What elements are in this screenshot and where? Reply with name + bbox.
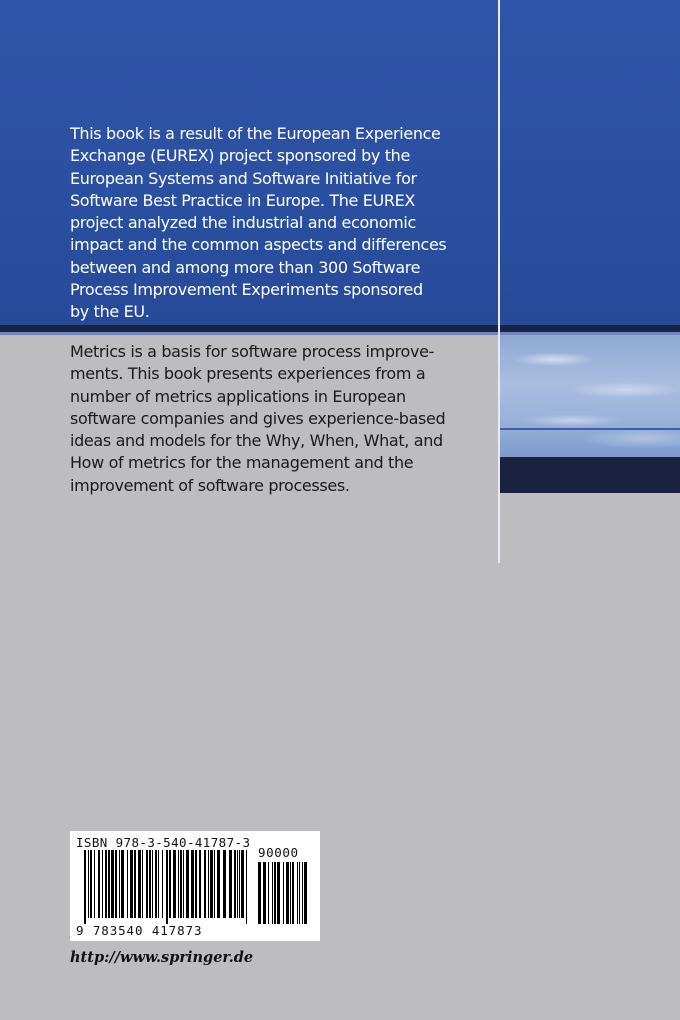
barcode-bar — [195, 850, 197, 918]
barcode-bar — [290, 862, 291, 924]
barcode-bar — [246, 850, 247, 924]
barcode-bar — [142, 850, 143, 918]
barcode-bars — [84, 850, 250, 924]
barcode-bar — [274, 862, 276, 924]
blurb-line: software companies and gives experience-based — [70, 408, 446, 428]
barcode-bar — [178, 850, 179, 918]
navy-accent-block — [500, 457, 680, 493]
isbn-barcode — [70, 831, 320, 941]
barcode-bar — [241, 850, 244, 918]
publisher-url: http://www.springer.de — [70, 949, 254, 966]
barcode-bar — [272, 862, 273, 924]
blurb-line: This book is a result of the European Experience — [70, 124, 441, 143]
blurb-line: between and among more than 300 Software — [70, 257, 421, 277]
barcode-bar — [121, 850, 124, 918]
blurb-line: Exchange (EUREX) project sponsored by the — [70, 146, 410, 166]
barcode-bar — [258, 862, 261, 924]
barcode-bar — [90, 850, 92, 918]
barcode-bar — [84, 850, 86, 924]
blurb-line: impact and the common aspects and differences — [70, 235, 447, 255]
blurb-line: Metrics is a basis for software process improve- — [70, 342, 435, 361]
blurb-line: project analyzed the industrial and economic — [70, 213, 416, 233]
barcode-bar — [263, 862, 266, 924]
barcode-bar — [158, 850, 159, 918]
barcode-bar — [299, 862, 300, 924]
isbn-label: ISBN 978-3-540-41787-3 — [76, 835, 251, 850]
barcode-bar — [146, 850, 148, 918]
barcode-bar — [268, 862, 269, 924]
barcode-bar — [304, 862, 307, 924]
barcode-bar — [105, 850, 107, 918]
blurb-paragraph-eurex — [70, 123, 446, 324]
blurb-line: Software Best Practice in Europe. The EUREX — [70, 190, 416, 210]
barcode-bar — [186, 850, 189, 918]
dark-divider-stripe — [0, 325, 680, 332]
barcode-bar — [191, 850, 194, 918]
barcode-bar — [166, 850, 168, 924]
barcode-bar — [155, 850, 157, 918]
barcode-bar — [234, 850, 236, 918]
blurb-line: improvement of software processes. — [70, 475, 350, 495]
barcode-bar — [302, 862, 303, 924]
barcode-bar — [98, 850, 100, 918]
barcode-bar — [204, 850, 206, 918]
blurb-line: Process Improvement Experiments sponsored — [70, 280, 423, 300]
barcode-bar — [119, 850, 120, 918]
barcode-bar — [111, 850, 114, 918]
water-horizon-line — [500, 428, 680, 430]
price-code: 90000 — [258, 845, 299, 860]
barcode-bar — [138, 850, 141, 918]
barcode-bar — [297, 862, 298, 924]
ean-digits: 9 783540 417873 — [76, 923, 203, 938]
blurb-paragraph-metrics — [70, 341, 445, 497]
water-photo-strip — [500, 335, 680, 457]
barcode-bar — [152, 850, 153, 918]
barcode-addon-bars — [258, 862, 312, 924]
barcode-bar — [108, 850, 110, 918]
barcode-bar — [223, 850, 226, 918]
blurb-line: by the EU. — [70, 302, 150, 322]
barcode-bar — [183, 850, 184, 918]
barcode-bar — [180, 850, 182, 918]
barcode-bar — [286, 862, 289, 924]
barcode-bar — [88, 850, 89, 918]
barcode-bar — [134, 850, 136, 918]
blurb-line: How of metrics for the management and the — [70, 453, 414, 473]
barcode-bar — [214, 850, 215, 918]
barcode-bar — [277, 862, 280, 924]
barcode-bar — [283, 862, 284, 924]
barcode-bar — [210, 850, 213, 918]
blurb-line: ideas and models for the Why, When, What, and — [70, 431, 443, 451]
barcode-bar — [199, 850, 201, 918]
barcode-bar — [173, 850, 176, 918]
barcode-bar — [292, 862, 294, 924]
barcode-bar — [115, 850, 117, 918]
barcode-bar — [162, 850, 163, 918]
barcode-bar — [130, 850, 133, 918]
barcode-bar — [237, 850, 238, 918]
barcode-bar — [102, 850, 103, 918]
blurb-line: number of metrics applications in European — [70, 386, 406, 406]
barcode-bar — [239, 850, 240, 918]
barcode-bar — [217, 850, 220, 918]
barcode-bar — [169, 850, 171, 918]
blurb-line: ments. This book presents experiences from a — [70, 364, 426, 384]
barcode-bar — [127, 850, 128, 918]
blurb-line: European Systems and Software Initiative for — [70, 168, 417, 188]
barcode-bar — [149, 850, 151, 918]
barcode-bar — [229, 850, 232, 918]
barcode-bar — [208, 850, 209, 918]
barcode-bar — [94, 850, 95, 918]
